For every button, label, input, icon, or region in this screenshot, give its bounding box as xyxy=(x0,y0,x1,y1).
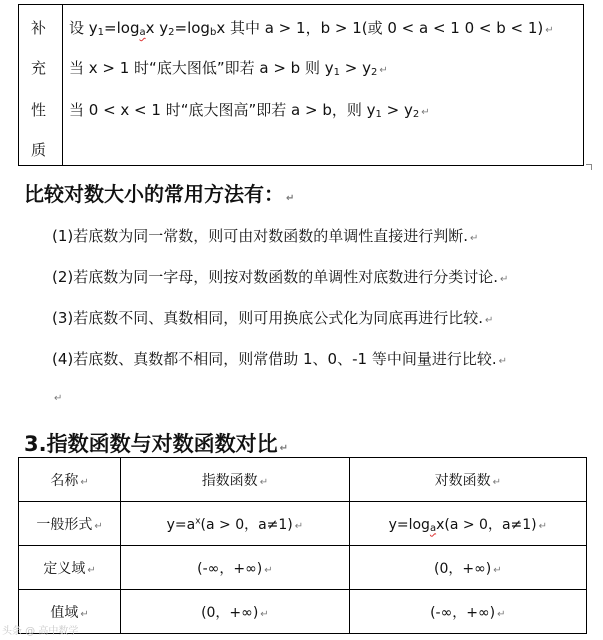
supplement-line-base-large-low: 当 x > 1 时“底大图低”即若 a > b 则 $y_1 > y_2$ ↵ xyxy=(69,59,388,78)
supplement-header-column xyxy=(19,5,63,165)
paragraph-mark: ↵ xyxy=(485,315,494,326)
paragraph-mark: ↵ xyxy=(264,564,273,576)
table-cell: (-∞，+∞) ↵ xyxy=(349,590,586,634)
paragraph-mark: ↵ xyxy=(279,443,288,454)
paragraph-mark: ↵ xyxy=(421,107,430,118)
supplement-header-char: 补 xyxy=(31,19,47,37)
table-row xyxy=(19,502,587,546)
supplement-table xyxy=(18,4,584,166)
paragraph-mark: ↵ xyxy=(259,476,269,488)
section3-heading: 3.指数函数与对数函数对比 ↵ xyxy=(24,432,288,456)
paragraph-mark: ↵ xyxy=(80,608,89,620)
table-cell: (-∞，+∞) ↵ xyxy=(121,546,349,590)
paragraph-mark: ↵ xyxy=(286,193,295,204)
supplement-header-char: 充 xyxy=(31,59,47,77)
corner-mark xyxy=(586,164,592,170)
watermark: 头条 @ 高中数学 xyxy=(2,626,79,637)
table-row-label: 值域 ↵ xyxy=(19,590,121,634)
table-cell: (0，+∞) ↵ xyxy=(349,546,586,590)
paragraph-mark: ↵ xyxy=(497,608,506,620)
table-header-cell: 对数函数 ↵ xyxy=(349,458,586,502)
method-item: (3)若底数不同、真数相同，则可用换底公式化为同底再进行比较. ↵ xyxy=(52,309,494,327)
paragraph-mark: ↵ xyxy=(379,65,388,76)
exp-log-comparison-table xyxy=(18,457,587,634)
compare-methods-heading: 比较对数大小的常用方法有： ↵ xyxy=(24,182,295,206)
table-cell: (0，+∞) ↵ xyxy=(121,590,349,634)
paragraph-mark: ↵ xyxy=(294,520,304,532)
supplement-header-char: 质 xyxy=(31,141,47,159)
paragraph-mark: ↵ xyxy=(492,476,501,488)
table-row xyxy=(19,590,587,634)
paragraph-mark: ↵ xyxy=(545,25,554,36)
table-header-row xyxy=(19,458,587,502)
paragraph-mark: ↵ xyxy=(498,356,507,367)
table-row-label: 一般形式 ↵ xyxy=(19,502,121,546)
method-item: (4)若底数、真数都不相同，则常借助 1、0、-1 等中间量进行比较. ↵ xyxy=(52,350,507,368)
supplement-body xyxy=(63,5,583,165)
paragraph-mark: ↵ xyxy=(470,233,479,244)
paragraph-mark: ↵ xyxy=(54,393,63,404)
table-row xyxy=(19,546,587,590)
table-cell: $y=\log_ax(a > 0$，a≠1) ↵ xyxy=(349,502,586,546)
table-cell: $y=a^x(a > 0$，a≠1) ↵ xyxy=(121,502,349,546)
paragraph-mark: ↵ xyxy=(80,476,89,488)
method-item: (2)若底数为同一字母，则按对数函数的单调性对底数进行分类讨论. ↵ xyxy=(52,268,509,286)
table-row-label: 定义域 ↵ xyxy=(19,546,121,590)
paragraph-mark: ↵ xyxy=(538,520,548,532)
method-item: (1)若底数为同一常数，则可由对数函数的单调性直接进行判断. ↵ xyxy=(52,227,479,245)
paragraph-mark: ↵ xyxy=(94,520,103,532)
supplement-header-char: 性 xyxy=(31,101,47,119)
paragraph-mark: ↵ xyxy=(500,274,509,285)
supplement-line-base-large-high: 当 0 < x < 1 时“底大图高”即若 a > b，则 $y_1 > y_2$ ↵ xyxy=(69,101,430,120)
paragraph-mark: ↵ xyxy=(260,608,269,620)
paragraph-mark: ↵ xyxy=(493,564,502,576)
supplement-line-definition: 设 $y_1=\log_ax$ $y_2=\log_bx$ 其中 a > 1，b > 1(或 0 < a < 1 0 < b < 1) ↵ xyxy=(69,19,554,38)
table-header-cell: 名称 ↵ xyxy=(19,458,121,502)
table-header-cell: 指数函数 ↵ xyxy=(121,458,349,502)
paragraph-mark: ↵ xyxy=(87,564,96,576)
